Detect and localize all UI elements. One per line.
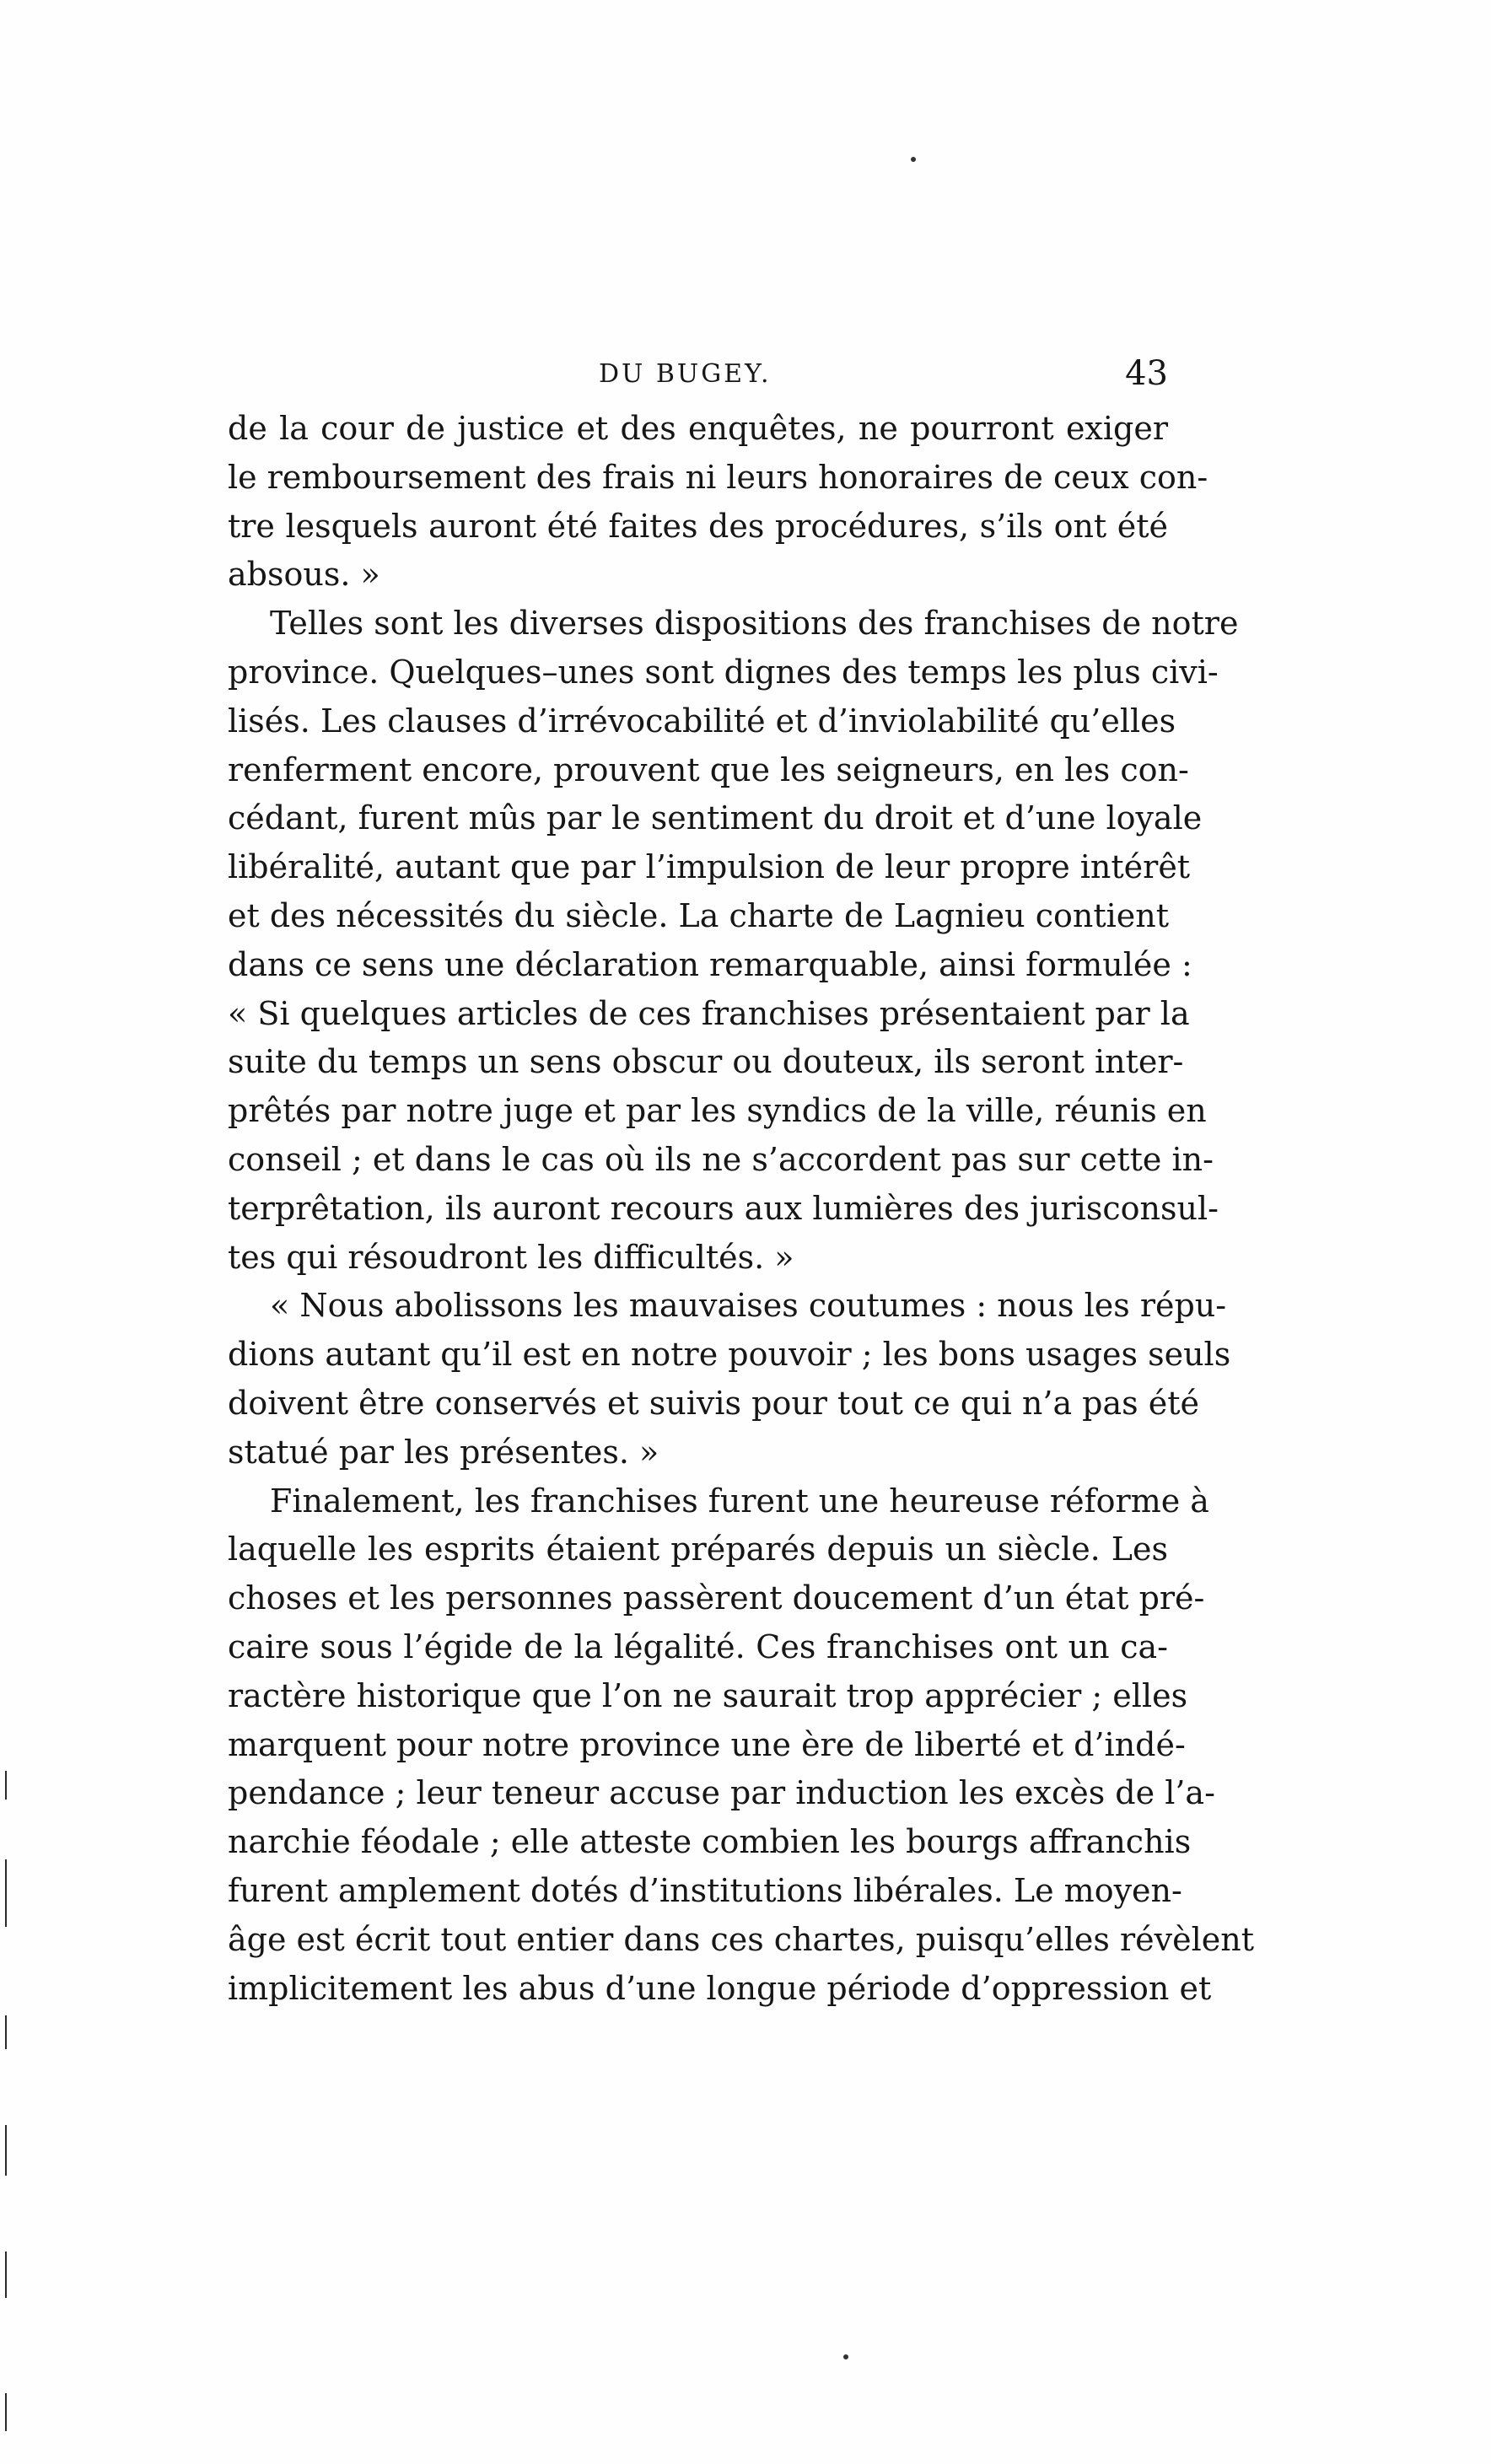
- scan-mark: [5, 2015, 7, 2049]
- text-line: lisés. Les clauses d’irrévocabilité et d’inviolabilité qu’elles: [228, 702, 1176, 740]
- text-line: caire sous l’égide de la légalité. Ces franchises ont un ca-: [228, 1627, 1168, 1665]
- text-line: et des nécessités du siècle. La charte de Lagnieu contient: [228, 896, 1170, 934]
- text-line: conseil ; et dans le cas où ils ne s’accordent pas sur cette in-: [228, 1140, 1214, 1178]
- text-line: laquelle les esprits étaient préparés depuis un siècle. Les: [228, 1531, 1168, 1568]
- text-line: ractère historique que l’on ne saurait trop apprécier ; elles: [228, 1676, 1188, 1714]
- text-line: le remboursement des frais ni leurs honoraires de ceux con-: [228, 458, 1208, 496]
- text-line: dions autant qu’il est en notre pouvoir ; les bons usages seuls: [228, 1336, 1231, 1374]
- body-text: [228, 405, 1254, 2013]
- text-line: suite du temps un sens obscur ou douteux, ils seront inter-: [228, 1043, 1184, 1081]
- text-line: pendance ; leur teneur accuse par induction les excès de l’a-: [228, 1774, 1215, 1812]
- text-line: « Nous abolissons les mauvaises coutumes : nous les répu-: [270, 1287, 1227, 1325]
- running-header: [228, 354, 1168, 396]
- scan-speck: [843, 2354, 848, 2359]
- text-line: âge est écrit tout entier dans ces chartes, puisqu’elles révèlent: [228, 1920, 1254, 1958]
- text-line: « Si quelques articles de ces franchises présentaient par la: [228, 994, 1190, 1032]
- text-line: narchie féodale ; elle atteste combien les bourgs affranchis: [228, 1823, 1192, 1861]
- scan-mark: [5, 1771, 7, 1800]
- page-number: 43: [1125, 354, 1168, 393]
- text-line: marquent pour notre province une ère de liberté et d’indé-: [228, 1725, 1186, 1763]
- text-line: statué par les présentes. »: [228, 1433, 659, 1471]
- text-line: absous. »: [228, 556, 380, 594]
- text-line: de la cour de justice et des enquêtes, ne pourront exiger: [228, 410, 1168, 447]
- text-line: province. Quelques–unes sont dignes des temps les plus civi-: [228, 653, 1219, 691]
- running-title: DU BUGEY.: [599, 359, 772, 389]
- scan-mark: [5, 1859, 7, 1927]
- scan-mark: [5, 2393, 7, 2431]
- text-line: tre lesquels auront été faites des procédures, s’ils ont été: [228, 507, 1168, 545]
- scan-mark: [5, 2125, 7, 2176]
- text-line: renferment encore, prouvent que les seigneurs, en les con-: [228, 750, 1189, 788]
- text-line: cédant, furent mûs par le sentiment du droit et d’une loyale: [228, 799, 1203, 837]
- text-line: doivent être conservés et suivis pour tout ce qui n’a pas été: [228, 1384, 1199, 1422]
- text-line: Telles sont les diverses dispositions des franchises de notre: [270, 605, 1239, 643]
- text-line: choses et les personnes passèrent doucement d’un état pré-: [228, 1579, 1205, 1617]
- text-line: terprêtation, ils auront recours aux lumières des jurisconsul-: [228, 1189, 1219, 1227]
- text-line: furent amplement dotés d’institutions libérales. Le moyen-: [228, 1871, 1182, 1909]
- text-line: Finalement, les franchises furent une heureuse réforme à: [270, 1482, 1209, 1520]
- text-line: tes qui résoudront les difficultés. »: [228, 1238, 794, 1276]
- scan-mark: [5, 2251, 7, 2298]
- text-line: libéralité, autant que par l’impulsion de leur propre intérêt: [228, 848, 1191, 886]
- text-line: implicitement les abus d’une longue période d’oppression et: [228, 1969, 1212, 2007]
- text-line: dans ce sens une déclaration remarquable, ainsi formulée :: [228, 945, 1192, 983]
- scan-speck: [911, 157, 916, 162]
- text-line: prêtés par notre juge et par les syndics de la ville, réunis en: [228, 1092, 1207, 1130]
